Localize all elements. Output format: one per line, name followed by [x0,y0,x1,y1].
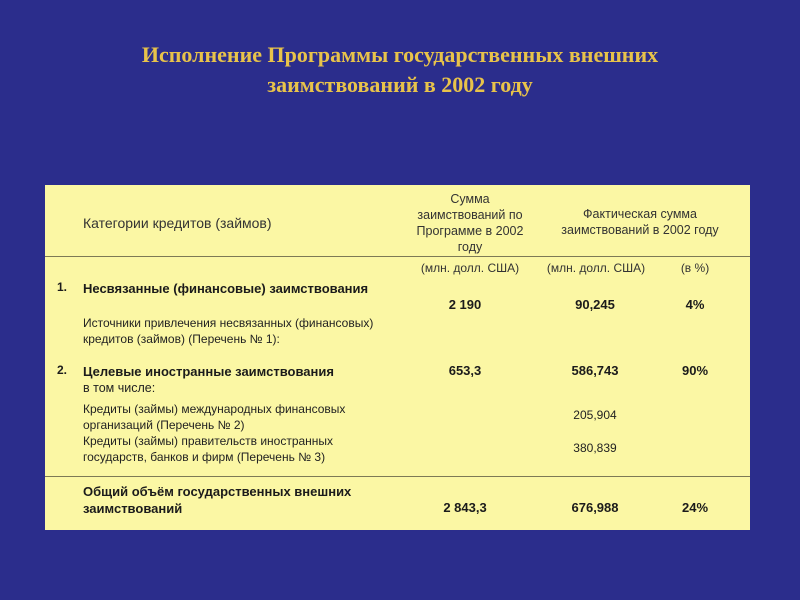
row-1-sources: Источники привлечения несвязанных (финансовых) кредитов (займов) (Перечень № 1): [83,316,374,346]
row-2-sub-1: Кредиты (займы) международных финансовых организаций (Перечень № 2) [83,402,346,432]
unit-program: (млн. долл. США) [420,261,520,275]
total-label: Общий объём государственных внешних заимствований [83,484,352,516]
unit-actual: (млн. долл. США) [546,261,646,275]
total-percent: 24% [681,500,709,515]
unit-percent: (в %) [680,261,710,275]
row-1-number: 1. [57,280,68,294]
header-program: Сумма заимствований по Программе в 2002 году [416,192,524,254]
slide-title [0,40,800,100]
row-2-incl: в том числе: [83,381,156,395]
title-line-2: заимствований в 2002 году [267,72,533,97]
row-1-percent: 4% [685,297,705,312]
row-1-name: Несвязанные (финансовые) заимствования [83,281,369,296]
header-divider [45,256,750,257]
row-2-sub-2-actual: 380,839 [573,441,617,455]
row-2-name: Целевые иностранные заимствования [83,364,334,379]
total-actual: 676,988 [571,500,619,515]
row-1-actual: 90,245 [575,297,615,312]
row-2-sub-2: Кредиты (займы) правительств иностранных государств, банков и фирм (Перечень № 3) [83,434,334,464]
header-category: Категории кредитов (займов) [83,215,272,231]
row-2-sub-1-actual: 205,904 [573,408,617,422]
row-2-number: 2. [57,363,68,377]
row-2-percent: 90% [681,363,709,378]
total-program: 2 843,3 [443,500,487,515]
total-divider [45,476,750,477]
row-2-program: 653,3 [448,363,482,378]
borrowing-table [45,185,750,530]
title-line-1: Исполнение Программы государственных внешних [141,42,659,67]
header-actual: Фактическая сумма заимствований в 2002 году [561,207,719,237]
row-1-program: 2 190 [448,297,482,312]
row-2-actual: 586,743 [571,363,619,378]
